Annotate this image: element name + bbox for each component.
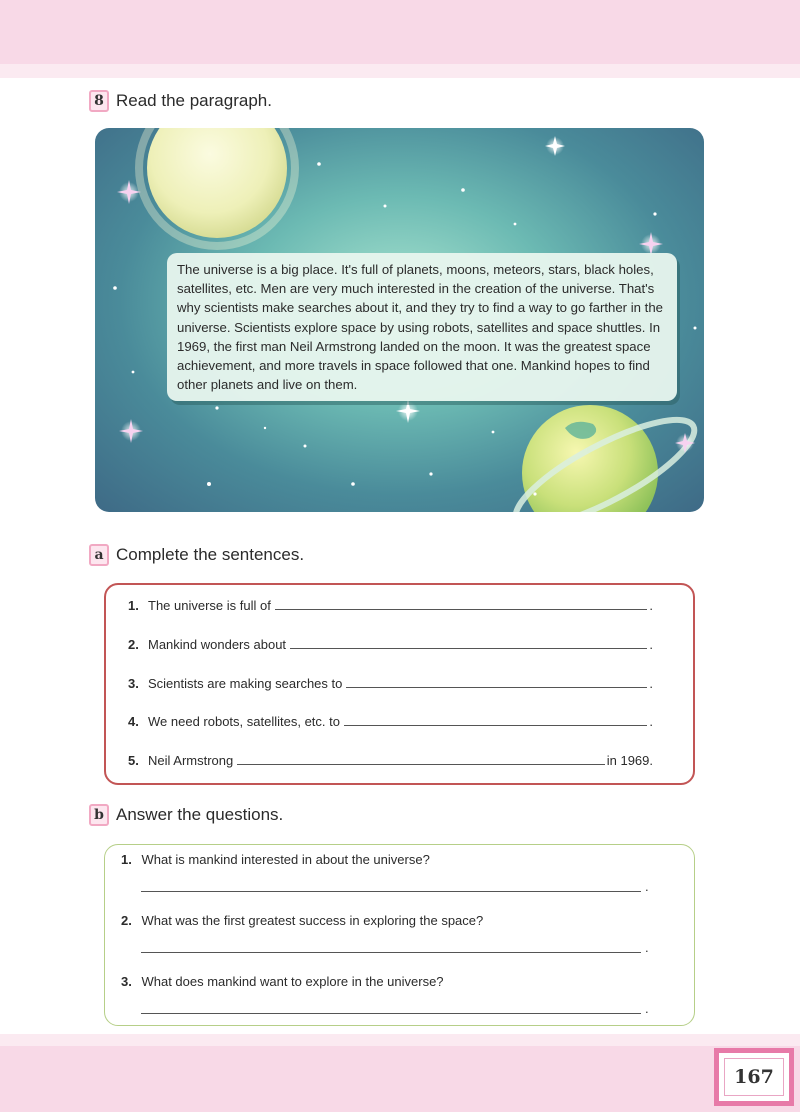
item-number: 5. <box>128 753 139 768</box>
question-text: What does mankind want to explore in the universe? <box>141 974 444 989</box>
item-number: 3. <box>128 676 139 691</box>
sentence-start: We need robots, satellites, etc. to <box>148 714 340 729</box>
exercise-number-badge: 8 <box>89 90 109 112</box>
sentence-end: . <box>649 598 653 613</box>
sentence-item <box>128 713 653 729</box>
sentence-end: . <box>649 637 653 652</box>
question-text: What was the first greatest success in exploring the space? <box>141 913 484 928</box>
item-number: 2. <box>121 913 132 928</box>
answer-line[interactable] <box>141 891 641 892</box>
exercise-b-heading <box>89 804 283 826</box>
space-illustration <box>95 128 704 512</box>
sentence-item <box>128 752 653 768</box>
question-item <box>121 974 444 989</box>
exercise-8-heading <box>89 90 272 112</box>
item-number: 2. <box>128 637 139 652</box>
item-number: 1. <box>128 598 139 613</box>
bottom-pink-band <box>0 1046 800 1112</box>
answer-line-end: . <box>645 879 649 894</box>
top-pink-band <box>0 0 800 64</box>
ringed-planet <box>504 401 704 512</box>
item-number: 3. <box>121 974 132 989</box>
answer-line-end: . <box>645 940 649 955</box>
sentence-item <box>128 636 653 652</box>
page-number: 167 <box>724 1058 784 1096</box>
exercise-letter-badge-b: b <box>89 804 109 826</box>
exercise-b-title: Answer the questions. <box>116 805 284 824</box>
moon <box>147 128 287 238</box>
fill-in-blank[interactable] <box>290 636 647 649</box>
sentence-end: . <box>649 714 653 729</box>
item-number: 1. <box>121 852 132 867</box>
sentence-end: in 1969. <box>606 753 653 768</box>
question-item <box>121 913 483 928</box>
page-number-box <box>714 1048 794 1106</box>
sentence-start: Neil Armstrong <box>148 753 234 768</box>
top-light-band <box>0 64 800 78</box>
exercise-8-title: Read the paragraph. <box>116 91 272 110</box>
fill-in-blank[interactable] <box>275 597 648 610</box>
answer-questions-box <box>104 844 695 1026</box>
fill-in-blank[interactable] <box>346 675 647 688</box>
sentence-end: . <box>649 676 653 691</box>
sentence-start: Scientists are making searches to <box>148 676 343 691</box>
question-item <box>121 852 430 867</box>
sentence-item <box>128 675 653 691</box>
sentence-start: Mankind wonders about <box>148 637 287 652</box>
answer-line[interactable] <box>141 1013 641 1014</box>
item-number: 4. <box>128 714 139 729</box>
fill-in-blank[interactable] <box>344 713 647 726</box>
sentence-item <box>128 597 653 613</box>
answer-line-end: . <box>645 1001 649 1016</box>
paragraph-text: The universe is a big place. It's full of planets, moons, meteors, stars, black holes, satellites, etc. Men are very much interested in the creation of the universe. That's why scientists make searches about it, and they try to find a way to go farther in the universe. Scientists explore space by using robots, satellites and space shuttles. In 1969, the first man Neil Armstrong landed on the moon. It was the greatest space achievement, and more travels in space followed that one. Mankind hopes to find other planets and live on them. <box>177 262 663 393</box>
question-text: What is mankind interested in about the universe? <box>141 852 430 867</box>
exercise-letter-badge-a: a <box>89 544 109 566</box>
fill-in-blank[interactable] <box>237 752 604 765</box>
exercise-a-heading <box>89 544 304 566</box>
complete-sentences-box <box>104 583 695 785</box>
sentence-start: The universe is full of <box>148 598 271 613</box>
reading-paragraph <box>167 253 677 401</box>
answer-line[interactable] <box>141 952 641 953</box>
exercise-a-title: Complete the sentences. <box>116 545 305 564</box>
